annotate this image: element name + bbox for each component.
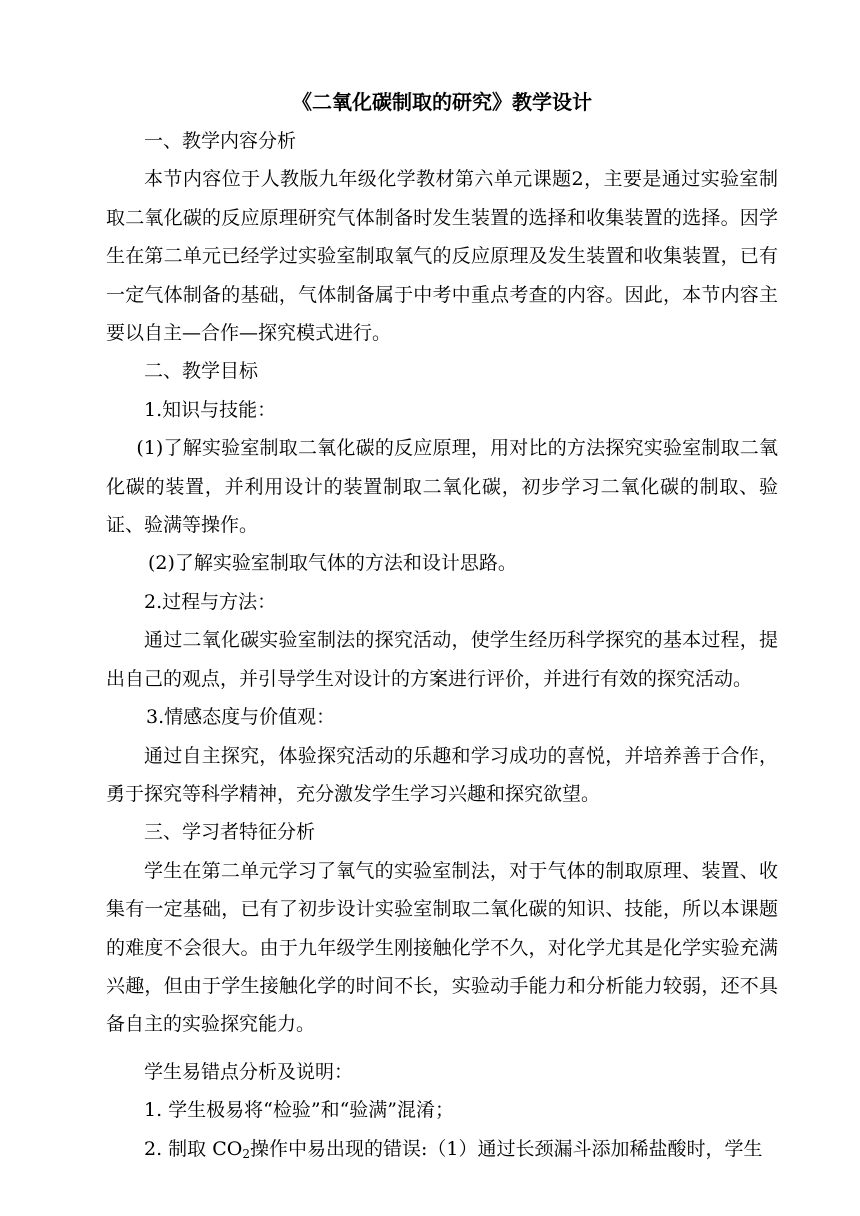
attitude-values-heading: 3.情感态度与价值观： [146,706,336,729]
section-heading-learner-analysis: 三、学习者特征分析 [144,821,316,844]
document-page [106,82,778,1173]
error-item-2-suffix: 操作中易出现的错误:（1）通过长颈漏斗添加稀盐酸时，学生 [249,1137,763,1160]
attitude-values-paragraph: 通过自主探究，体验探究活动的乐趣和学习成功的喜悦，并培养善于合作， 勇于探究等科学精神，充分激发学生学习兴趣和探究欲望。 [106,744,778,805]
error-item-2-prefix: 2. 制取 CO [144,1137,243,1160]
co2-subscript: 2 [242,1146,250,1161]
section-heading-objectives: 二、教学目标 [144,360,259,383]
knowledge-skills-heading: 1.知识与技能： [144,398,277,421]
process-method-paragraph: 通过二氧化碳实验室制法的探究活动，使学生经历科学探究的基本过程，提出自己的观点，并引导学生对设计的方案进行评价，并进行有效的探究活动。 [106,629,778,690]
process-method-heading: 2.过程与方法： [144,590,277,613]
content-analysis-paragraph: 本节内容位于人教版九年级化学教材第六单元课题2，主要是通过实验室制取二氧化碳的反应原理研究气体制备时发生装置的选择和收集装置的选择。因学生在第二单元已经学过实验室制取氧气的反应原理及发生装置和收集装置，已有一定气体制备的基础，气体制备属于中考中重点考查的内容。因此，本节内容主要以自主—合作—探究模式进行。 [106,168,778,345]
section-heading-content-analysis: 一、教学内容分析 [144,130,297,152]
error-item-2 [106,1130,778,1173]
error-item-1: 1. 学生极易将“检验”和“验满”混淆； [144,1099,455,1122]
document-title: 《二氧化碳制取的研究》教学设计 [292,90,592,114]
errors-heading: 学生易错点分析及说明： [144,1060,354,1083]
knowledge-item-1: (1)了解实验室制取二氧化碳的反应原理，用对比的方法探究实验室制取二氧化碳的装置，并利用设计的装置制取二氧化碳，初步学习二氧化碳的制取、验证、验满等操作。 [106,437,778,537]
knowledge-item-2: (2)了解实验室制取气体的方法和设计思路。 [148,552,517,575]
paragraph-spacer [106,1044,778,1053]
learner-analysis-paragraph: 学生在第二单元学习了氧气的实验室制法，对于气体的制取原理、装置、收集有一定基础，已有了初步设计实验室制取二氧化碳的知识、技能，所以本课题的难度不会很大。由于九年级学生刚接触化学不久，对化学尤其是化学实验充满兴趣，但由于学生接触化学的时间不长，实验动手能力和分析能力较弱，还不具备自主的实验探究能力。 [106,859,778,1036]
